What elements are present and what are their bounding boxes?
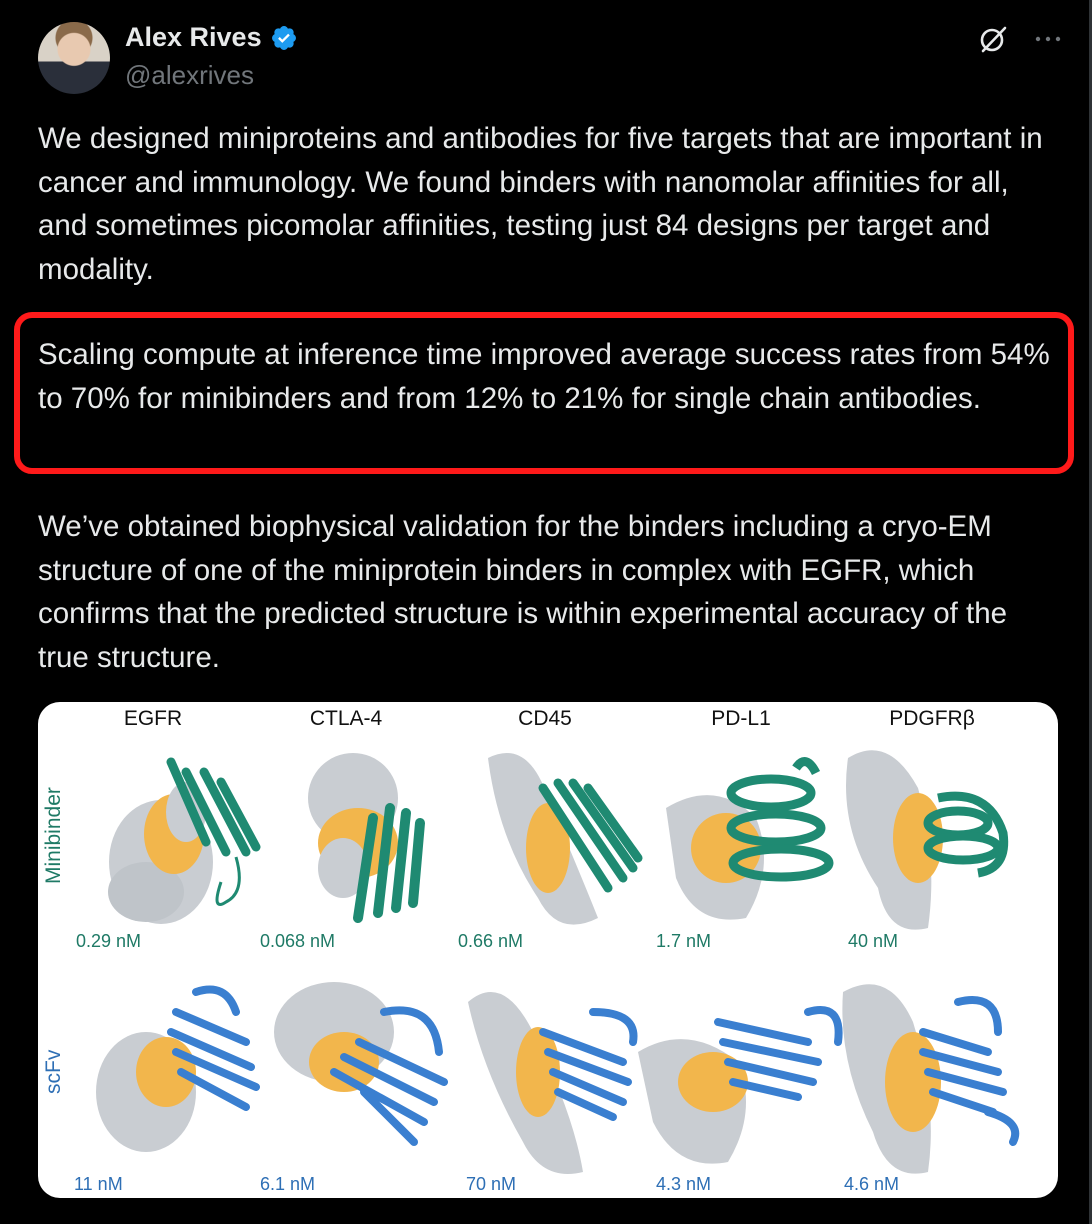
author-name-row[interactable] [125, 22, 298, 53]
target-label-pdl1: PD-L1 [711, 707, 771, 730]
target-label-pdgfrb: PDGFRβ [889, 707, 975, 730]
affinity-pdl1-minibinder: 1.7 nM [656, 931, 712, 951]
affinity-ctla4-minibinder: 0.068 nM [260, 931, 336, 951]
structure-cd45-minibinder [468, 738, 658, 938]
target-label-cd45: CD45 [518, 707, 572, 730]
tweet-paragraph-1: We designed miniproteins and antibodies for five targets that are important in cancer and immunology. We found binders with nanomolar affinities for all, and sometimes picomolar affinities, testing just 84 designs per target and modality. [38, 122, 1043, 286]
affinity-cd45-scfv: 70 nM [466, 1174, 517, 1194]
target-label-ctla4: CTLA-4 [309, 707, 383, 730]
affinity-ctla4-scfv: 6.1 nM [260, 1174, 316, 1194]
affinity-cd45-minibinder: 0.66 nM [458, 931, 524, 951]
structure-pdl1-scfv [638, 982, 848, 1172]
affinity-pdgfrb-minibinder: 40 nM [848, 931, 899, 951]
affinity-egfr-minibinder: 0.29 nM [76, 931, 142, 951]
avatar[interactable] [38, 22, 110, 94]
target-label-egfr: EGFR [123, 707, 183, 730]
author-handle[interactable]: @alexrives [125, 60, 254, 90]
affinity-pdl1-scfv: 4.3 nM [656, 1174, 712, 1194]
structure-cd45-scfv [463, 972, 653, 1182]
tweet-paragraph-3: We’ve obtained biophysical validation for the binders including a cryo-EM structure of one of the miniprotein binders in complex with EGFR, which confirms that the predicted structure is within experimental accuracy of the true structure. [38, 510, 1008, 674]
structure-ctla4-scfv [264, 972, 464, 1172]
structure-pdl1-minibinder [656, 748, 846, 938]
affinity-egfr-scfv: 11 nM [74, 1174, 123, 1194]
tweet-actions-top [978, 24, 1062, 54]
structure-pdgfrb-minibinder [838, 738, 1028, 938]
structure-egfr-scfv [86, 972, 276, 1172]
structure-egfr-minibinder [86, 742, 276, 932]
more-dots-icon[interactable] [1034, 34, 1062, 44]
tweet-paragraph-2: Scaling compute at inference time improved average success rates from 54% to 70% for minibinders and from 12% to 21% for single chain antibodies. [38, 338, 1050, 415]
row-label-scfv: scFv [42, 1049, 65, 1094]
structure-pdgfrb-scfv [838, 972, 1028, 1182]
grok-slash-icon[interactable] [978, 24, 1008, 54]
verified-badge-icon [270, 24, 298, 52]
row-label-minibinder: Minibinder [42, 787, 65, 884]
structure-ctla4-minibinder [278, 738, 468, 938]
affinity-pdgfrb-scfv: 4.6 nM [844, 1174, 900, 1194]
author-name[interactable]: Alex Rives [125, 22, 262, 52]
tweet-figure[interactable] [38, 702, 1058, 1198]
